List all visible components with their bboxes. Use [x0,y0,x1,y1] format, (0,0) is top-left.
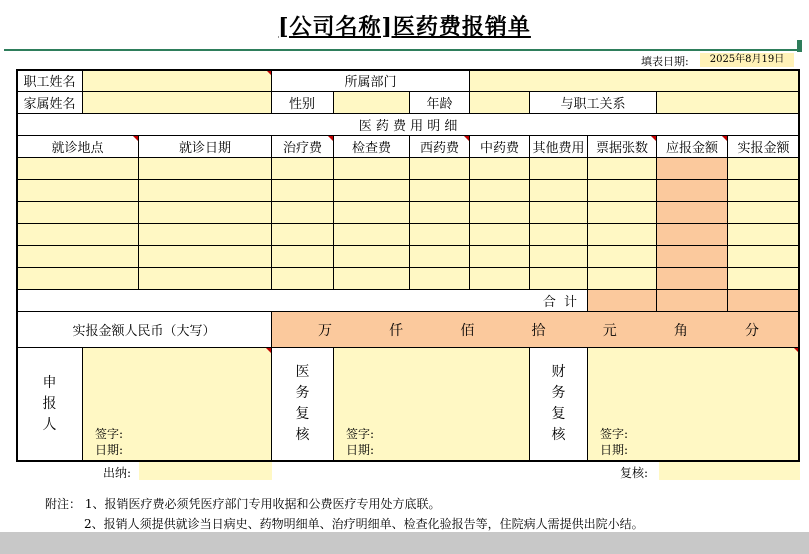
finance-sign-label: 签字: [600,427,629,441]
cell[interactable] [17,246,139,268]
cell[interactable] [530,158,588,180]
cell[interactable] [728,158,800,180]
table-row [17,224,800,246]
cell[interactable] [17,158,139,180]
finance-review-label: 财务复核 [530,348,588,461]
applicant-sign-label: 签字: [95,427,124,441]
detail-title: 医 药 费 用 明 细 [17,114,800,136]
unit-fen: 分 [745,322,760,339]
cell[interactable] [17,224,139,246]
recheck-input[interactable] [659,462,800,480]
col-western-med: 西药费 [410,136,470,158]
employee-name-input[interactable] [83,70,272,92]
cell[interactable] [272,202,334,224]
cell[interactable] [139,180,272,202]
unit-qian: 仟 [389,322,404,339]
cell[interactable] [657,180,728,202]
cell[interactable] [17,268,139,290]
cell[interactable] [410,158,470,180]
unit-jiao: 角 [673,322,688,339]
cell[interactable] [139,268,272,290]
cell[interactable] [410,202,470,224]
cell[interactable] [272,180,334,202]
col-chinese-med: 中药费 [470,136,530,158]
cell[interactable] [139,202,272,224]
cell[interactable] [139,224,272,246]
cell[interactable] [728,224,800,246]
cell[interactable] [530,268,588,290]
col-exam: 检查费 [334,136,410,158]
relation-input[interactable] [657,92,800,114]
cell[interactable] [410,224,470,246]
cell[interactable] [334,180,410,202]
applicant-sign-area[interactable] [83,348,272,461]
amount-words-label: 实报金额人民币（大写） [17,312,272,348]
cell[interactable] [470,246,530,268]
cell[interactable] [728,246,800,268]
cell[interactable] [334,202,410,224]
cell[interactable] [657,202,728,224]
cell[interactable] [470,224,530,246]
cell[interactable] [588,268,657,290]
cell[interactable] [272,268,334,290]
total-actual[interactable] [728,290,800,312]
medical-sign-label: 签字: [346,427,375,441]
table-row [17,158,800,180]
cell[interactable] [470,268,530,290]
relation-label: 与职工关系 [530,92,657,114]
note-2: 2、报销人须提供就诊当日病史、药物明细单、治疗明细单、检查化验报告等，住院病人需提供出院小结。 [84,517,644,531]
age-input[interactable] [470,92,530,114]
cell[interactable] [530,246,588,268]
notes-prefix: 附注： [45,497,82,511]
table-row [17,268,800,290]
family-name-input[interactable] [83,92,272,114]
cell[interactable] [728,202,800,224]
table-row [17,246,800,268]
reimbursement-form [16,69,800,461]
total-label: 合 计 [17,290,588,312]
cell[interactable] [657,224,728,246]
unit-wan: 万 [318,322,332,339]
department-input[interactable] [470,70,800,92]
department-label: 所属部门 [272,70,470,92]
gender-input[interactable] [334,92,410,114]
col-actual: 实报金额 [728,136,800,158]
cell[interactable] [410,246,470,268]
cell[interactable] [657,268,728,290]
col-location: 就诊地点 [17,136,139,158]
notes [45,494,644,534]
total-receipts[interactable] [588,290,657,312]
cell[interactable] [588,180,657,202]
medical-review-sign-area[interactable] [334,348,530,461]
col-other: 其他费用 [530,136,588,158]
cell[interactable] [728,180,800,202]
applicant-label: 申报人 [17,348,83,461]
cell[interactable] [272,158,334,180]
col-receipts: 票据张数 [588,136,657,158]
amount-words-input[interactable] [272,312,800,348]
cashier-label: 出纳: [103,466,132,480]
fill-date-input[interactable]: 2025年8月19日 [700,53,794,67]
cell[interactable] [657,246,728,268]
cell[interactable] [470,202,530,224]
cell[interactable] [530,224,588,246]
column-marker [797,40,802,52]
cell[interactable] [334,224,410,246]
col-date: 就诊日期 [139,136,272,158]
cell[interactable] [334,246,410,268]
family-name-label: 家属姓名 [17,92,83,114]
note-1: 1、报销医疗费必须凭医疗部门专用收据和公费医疗专用处方底联。 [84,497,441,511]
total-due[interactable] [657,290,728,312]
table-row [17,202,800,224]
cell[interactable] [470,158,530,180]
fill-date-label: 填表日期: [641,55,689,68]
age-label: 年龄 [410,92,470,114]
cell[interactable] [334,158,410,180]
finance-date-label: 日期: [600,443,629,457]
title-divider [4,49,801,51]
cell[interactable] [334,268,410,290]
cell[interactable] [588,202,657,224]
table-row [17,180,800,202]
cell[interactable] [410,180,470,202]
medical-review-label: 医务复核 [272,348,334,461]
applicant-date-label: 日期: [95,443,124,457]
cell[interactable] [17,180,139,202]
col-due: 应报金额 [657,136,728,158]
bottom-scroll-area [0,532,809,554]
finance-review-sign-area[interactable] [588,348,800,461]
employee-name-label: 职工姓名 [17,70,83,92]
cashier-input[interactable] [139,462,272,480]
cell[interactable] [728,268,800,290]
cell[interactable] [657,158,728,180]
cell[interactable] [588,158,657,180]
cell[interactable] [272,246,334,268]
cell[interactable] [272,224,334,246]
cell[interactable] [588,246,657,268]
cell[interactable] [139,246,272,268]
cell[interactable] [17,202,139,224]
cell[interactable] [530,202,588,224]
unit-bai: 佰 [460,322,475,339]
gender-label: 性别 [272,92,334,114]
page-title: [公司名称]医药费报销单 [278,14,531,40]
col-treatment: 治疗费 [272,136,334,158]
recheck-label: 复核: [620,466,649,480]
cell[interactable] [410,268,470,290]
unit-shi: 拾 [531,322,546,339]
cell[interactable] [588,224,657,246]
cell[interactable] [470,180,530,202]
cell[interactable] [530,180,588,202]
unit-yuan: 元 [602,322,617,339]
medical-date-label: 日期: [346,443,375,457]
cell[interactable] [139,158,272,180]
